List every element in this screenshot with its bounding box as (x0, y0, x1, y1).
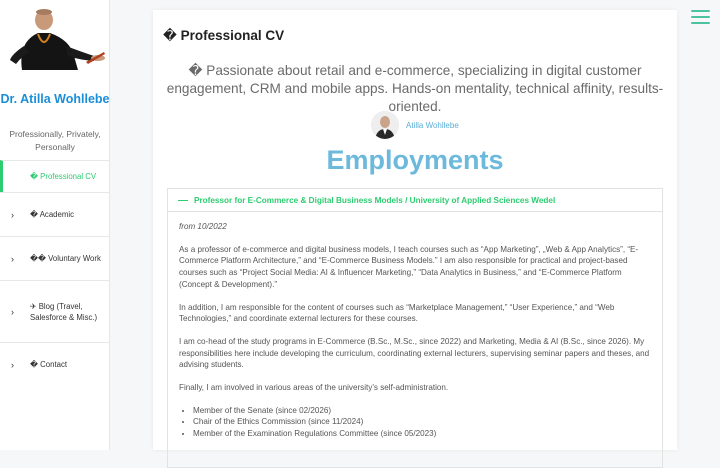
roles-list (179, 405, 651, 439)
paragraph: As a professor of e-commerce and digital business models, I teach courses such as “App Marketing”, „Web & App Analytics”, “E-Commerce Platform Architecture,” and “E-Commerce Business Models.” I am also responsible for practical and project-based courses such as “Project Social Media: AI & Influencer Marketing,” “Data Analytics in Business,” and “E-Commerce Platform (Concept & Development).” (179, 244, 639, 289)
author-name[interactable]: Atilla Wohllebe (406, 120, 459, 130)
chevron-right-icon: › (11, 359, 14, 370)
profile-name: Dr. Atilla Wohllebe (0, 92, 110, 106)
list-item: • Chair of the Ethics Commission (since 11/2024) (193, 416, 651, 427)
author-profile[interactable] (371, 110, 459, 140)
intro-text: � Passionate about retail and e-commerce, specializing in digital customer engagement, CRM and mobile apps. Hands-on mentality, technical affinity, results-oriented. (166, 63, 664, 114)
paragraph: I am co-head of the study programs in E-Commerce (B.Sc., M.Sc., since 2022) and Marketing, Media & AI (B.Sc., since 2026). My responsibilities here include developing the curriculum, coordinating external lecturers, supervising seminar papers and theses, and advising students. (179, 336, 650, 370)
sidebar (0, 0, 110, 450)
chevron-right-icon: › (11, 306, 14, 317)
paragraph: Finally, I am involved in various areas of the university’s self-administration. (179, 383, 449, 393)
title-icon: � (163, 28, 177, 43)
sidebar-item-blog[interactable] (0, 280, 110, 342)
main-card (153, 10, 677, 450)
sidebar-item-label: �� Voluntary Work (30, 254, 101, 263)
collapse-icon: — (178, 194, 188, 206)
sidebar-item-label: � Contact (30, 360, 68, 369)
sidebar-item-label: ✈ Blog (Travel, Salesforce & Misc.) (30, 301, 98, 322)
list-item: • Member of the Senate (since 02/2026) (193, 405, 651, 416)
sidebar-item-label: � Professional CV (30, 172, 97, 181)
accordion-body (168, 212, 662, 448)
sidebar-item-academic[interactable] (0, 192, 110, 236)
page-title-text: Professional CV (180, 28, 285, 43)
accordion-title: Professor for E-Commerce & Digital Business Models / University of Applied Sciences Wedel (194, 195, 556, 205)
sidebar-nav (0, 160, 110, 386)
page-title (163, 28, 284, 44)
hamburger-icon[interactable] (691, 10, 710, 25)
accordion-header[interactable] (168, 189, 662, 212)
employment-accordion (167, 188, 663, 468)
list-item: • Member of the Examination Regulations Committee (since 05/2023) (193, 428, 651, 439)
employment-date: from 10/2022 (179, 222, 227, 231)
sidebar-item-professional-cv[interactable] (0, 160, 110, 192)
sidebar-item-label: � Academic (30, 210, 74, 219)
paragraph: In addition, I am responsible for the content of courses such as “Marketplace Management,” “User Experience,” and “Web Technologies,” and coordinate external lecturers for these courses. (179, 302, 615, 324)
sidebar-item-voluntary-work[interactable] (0, 236, 110, 280)
profile-tagline: Professionally, Privately, Personally (9, 129, 101, 152)
chevron-right-icon: › (11, 209, 14, 220)
sidebar-item-contact[interactable] (0, 342, 110, 386)
section-title: Employments (326, 145, 504, 175)
profile-avatar (8, 6, 108, 72)
author-avatar (371, 111, 399, 139)
chevron-right-icon: › (11, 253, 14, 264)
